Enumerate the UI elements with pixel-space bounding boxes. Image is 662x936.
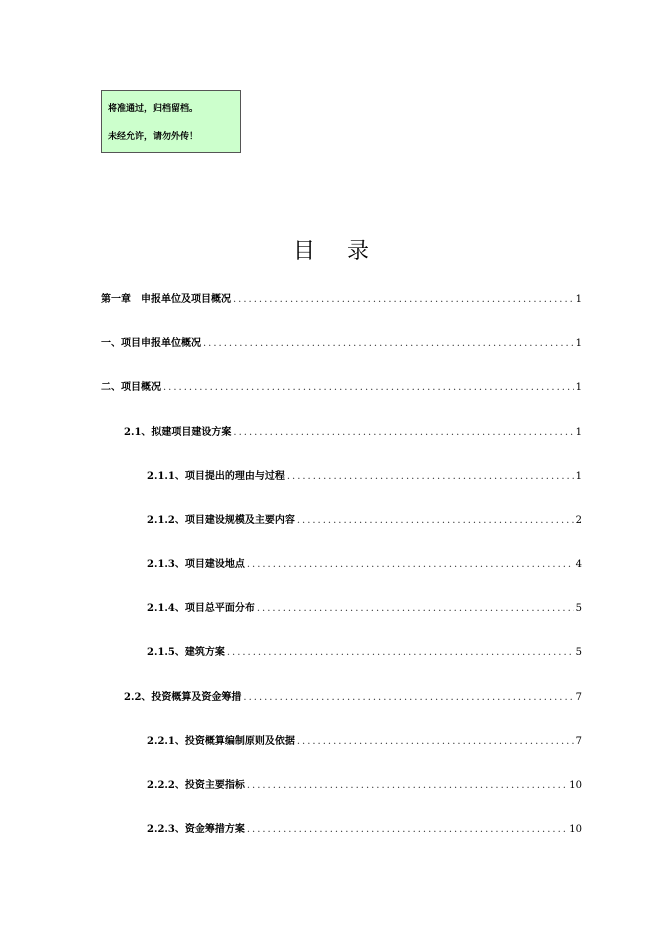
- toc-leader-dots: [257, 603, 574, 614]
- toc-entry-text: 2.1.2、项目建设规模及主要内容: [147, 515, 295, 526]
- toc-entry-text: 2.2.2、投资主要指标: [147, 780, 245, 791]
- toc-leader-dots: [247, 780, 567, 791]
- toc-entry-page: 1: [575, 294, 582, 305]
- toc-leader-dots: [297, 736, 574, 747]
- toc-entry-text: 2.2.3、资金筹措方案: [147, 824, 245, 835]
- toc-entry[interactable]: [147, 599, 582, 614]
- toc-entry-text: 2.1.1、项目提出的理由与过程: [147, 471, 285, 482]
- toc-leader-dots: [243, 692, 573, 703]
- toc-entry[interactable]: [124, 423, 582, 438]
- toc-leader-dots: [287, 471, 574, 482]
- toc-entry-text: 二、项目概况: [101, 382, 161, 393]
- toc-leader-dots: [297, 515, 574, 526]
- toc-entry-page: 1: [575, 338, 582, 349]
- toc-entry-page: 5: [575, 647, 582, 658]
- toc-leader-dots: [233, 427, 573, 438]
- toc-leader-dots: [163, 382, 574, 393]
- toc-entry-text: 2.1、拟建项目建设方案: [124, 427, 232, 438]
- toc-leader-dots: [227, 647, 574, 658]
- toc-entry-page: 2: [575, 515, 582, 526]
- toc-entry-page: 1: [575, 471, 582, 482]
- toc-entry-page: 1: [575, 382, 582, 393]
- toc-entry[interactable]: [147, 555, 582, 570]
- toc-entry-page: 1: [575, 427, 582, 438]
- toc-leader-dots: [233, 294, 574, 305]
- toc-entry-text: 2.2、投资概算及资金筹措: [124, 692, 242, 703]
- toc-entry-page: 10: [569, 824, 582, 835]
- toc-entry-text: 第一章 申报单位及项目概况: [101, 294, 231, 305]
- toc-entry[interactable]: [101, 334, 582, 349]
- toc-entry-page: 7: [575, 692, 582, 703]
- toc-entry-text: 2.1.3、项目建设地点: [147, 559, 245, 570]
- toc-entry-text: 一、项目申报单位概况: [101, 338, 201, 349]
- toc-leader-dots: [203, 338, 574, 349]
- toc-entry[interactable]: [147, 776, 582, 791]
- notice-line-1: 将准通过，归档留档。: [108, 104, 199, 114]
- toc-entry[interactable]: [147, 643, 582, 658]
- toc-entry[interactable]: [147, 467, 582, 482]
- toc-entry[interactable]: [101, 378, 582, 393]
- toc-entry[interactable]: [124, 688, 582, 703]
- toc-entry-text: 2.1.5、建筑方案: [147, 647, 225, 658]
- toc-entry-page: 5: [575, 603, 582, 614]
- toc-entry[interactable]: [101, 290, 582, 305]
- toc-entry-page: 7: [575, 736, 582, 747]
- notice-box: [101, 90, 241, 153]
- toc-entry-page: 10: [569, 780, 582, 791]
- toc-entry[interactable]: [147, 820, 582, 835]
- toc-entry-page: 4: [575, 559, 582, 570]
- toc-entry[interactable]: [147, 511, 582, 526]
- notice-line-2: 未经允许，请勿外传！: [108, 132, 199, 142]
- toc-entry-text: 2.2.1、投资概算编制原则及依据: [147, 736, 295, 747]
- toc-title: 目录: [292, 239, 401, 264]
- toc-leader-dots: [247, 824, 567, 835]
- toc-entry-text: 2.1.4、项目总平面分布: [147, 603, 255, 614]
- toc-leader-dots: [247, 559, 574, 570]
- toc-entry[interactable]: [147, 732, 582, 747]
